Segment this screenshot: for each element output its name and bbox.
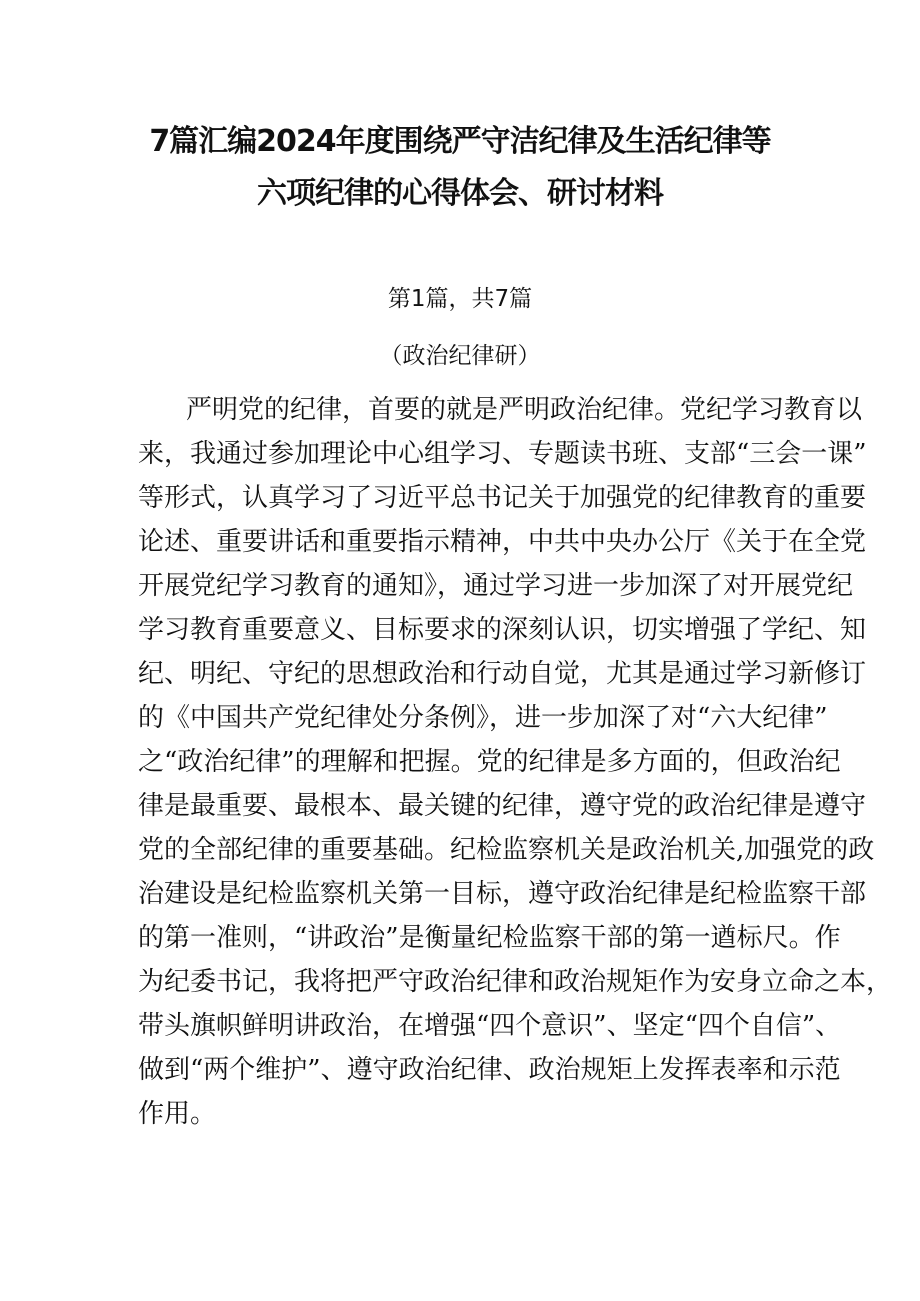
body-line: 治建设是纪检监察机关第一目标，遵守政治纪律是纪检监察干部 bbox=[138, 879, 867, 909]
body-line: 为纪委书记，我将把严守政治纪律和政治规矩作为安身立命之本， bbox=[138, 967, 893, 997]
body-line: 之“政治纪律”的理解和把握。党的纪律是多方面的，但政治纪 bbox=[138, 747, 841, 777]
body-line: 开展党纪学习教育的通知》，通过学习进一步加深了对开展党纪 bbox=[138, 571, 854, 601]
body-line: 律是最重要、最根本、最关键的纪律，遵守党的政治纪律是遵守 bbox=[138, 791, 867, 821]
body-line: 等形式，认真学习了习近平总书记关于加强党的纪律教育的重要 bbox=[138, 483, 867, 513]
part-label: 第1篇，共7篇 bbox=[387, 286, 533, 312]
body-line: 纪、明纪、守纪的思想政治和行动自觉，尤其是通过学习新修订 bbox=[138, 659, 867, 689]
body-line: 论述、重要讲话和重要指示精神，中共中央办公厅《关于在全党 bbox=[138, 527, 867, 557]
document-title-line-1: 7篇汇编2024年度围绕严守洁纪律及生活纪律等 bbox=[149, 124, 771, 159]
body-line: 党的全部纪律的重要基础。纪检监察机关是政治机关,加强党的政 bbox=[138, 835, 875, 865]
body-line: 的《中国共产党纪律处分条例》，进一步加深了对“六大纪律” bbox=[138, 703, 828, 733]
document-title-line-2: 六项纪律的心得体会、研讨材料 bbox=[257, 176, 663, 211]
body-line: 学习教育重要意义、目标要求的深刻认识，切实增强了学纪、知 bbox=[138, 615, 867, 645]
body-line: 作用。 bbox=[138, 1099, 217, 1129]
topic-label: （政治纪律研） bbox=[379, 343, 541, 369]
body-line: 做到“两个维护”、遵守政治纪律、政治规矩上发挥表率和示范 bbox=[138, 1055, 841, 1085]
body-line: 带头旗帜鲜明讲政治，在增强“四个意识”、坚定“四个自信”、 bbox=[138, 1011, 842, 1041]
body-line: 严明党的纪律，首要的就是严明政治纪律。党纪学习教育以 bbox=[186, 395, 863, 425]
body-line: 的第一准则，“讲政治”是衡量纪检监察干部的第一遒标尺。作 bbox=[138, 923, 841, 953]
body-line: 来，我通过参加理论中心组学习、专题读书班、支部“三会一课” bbox=[138, 439, 867, 469]
